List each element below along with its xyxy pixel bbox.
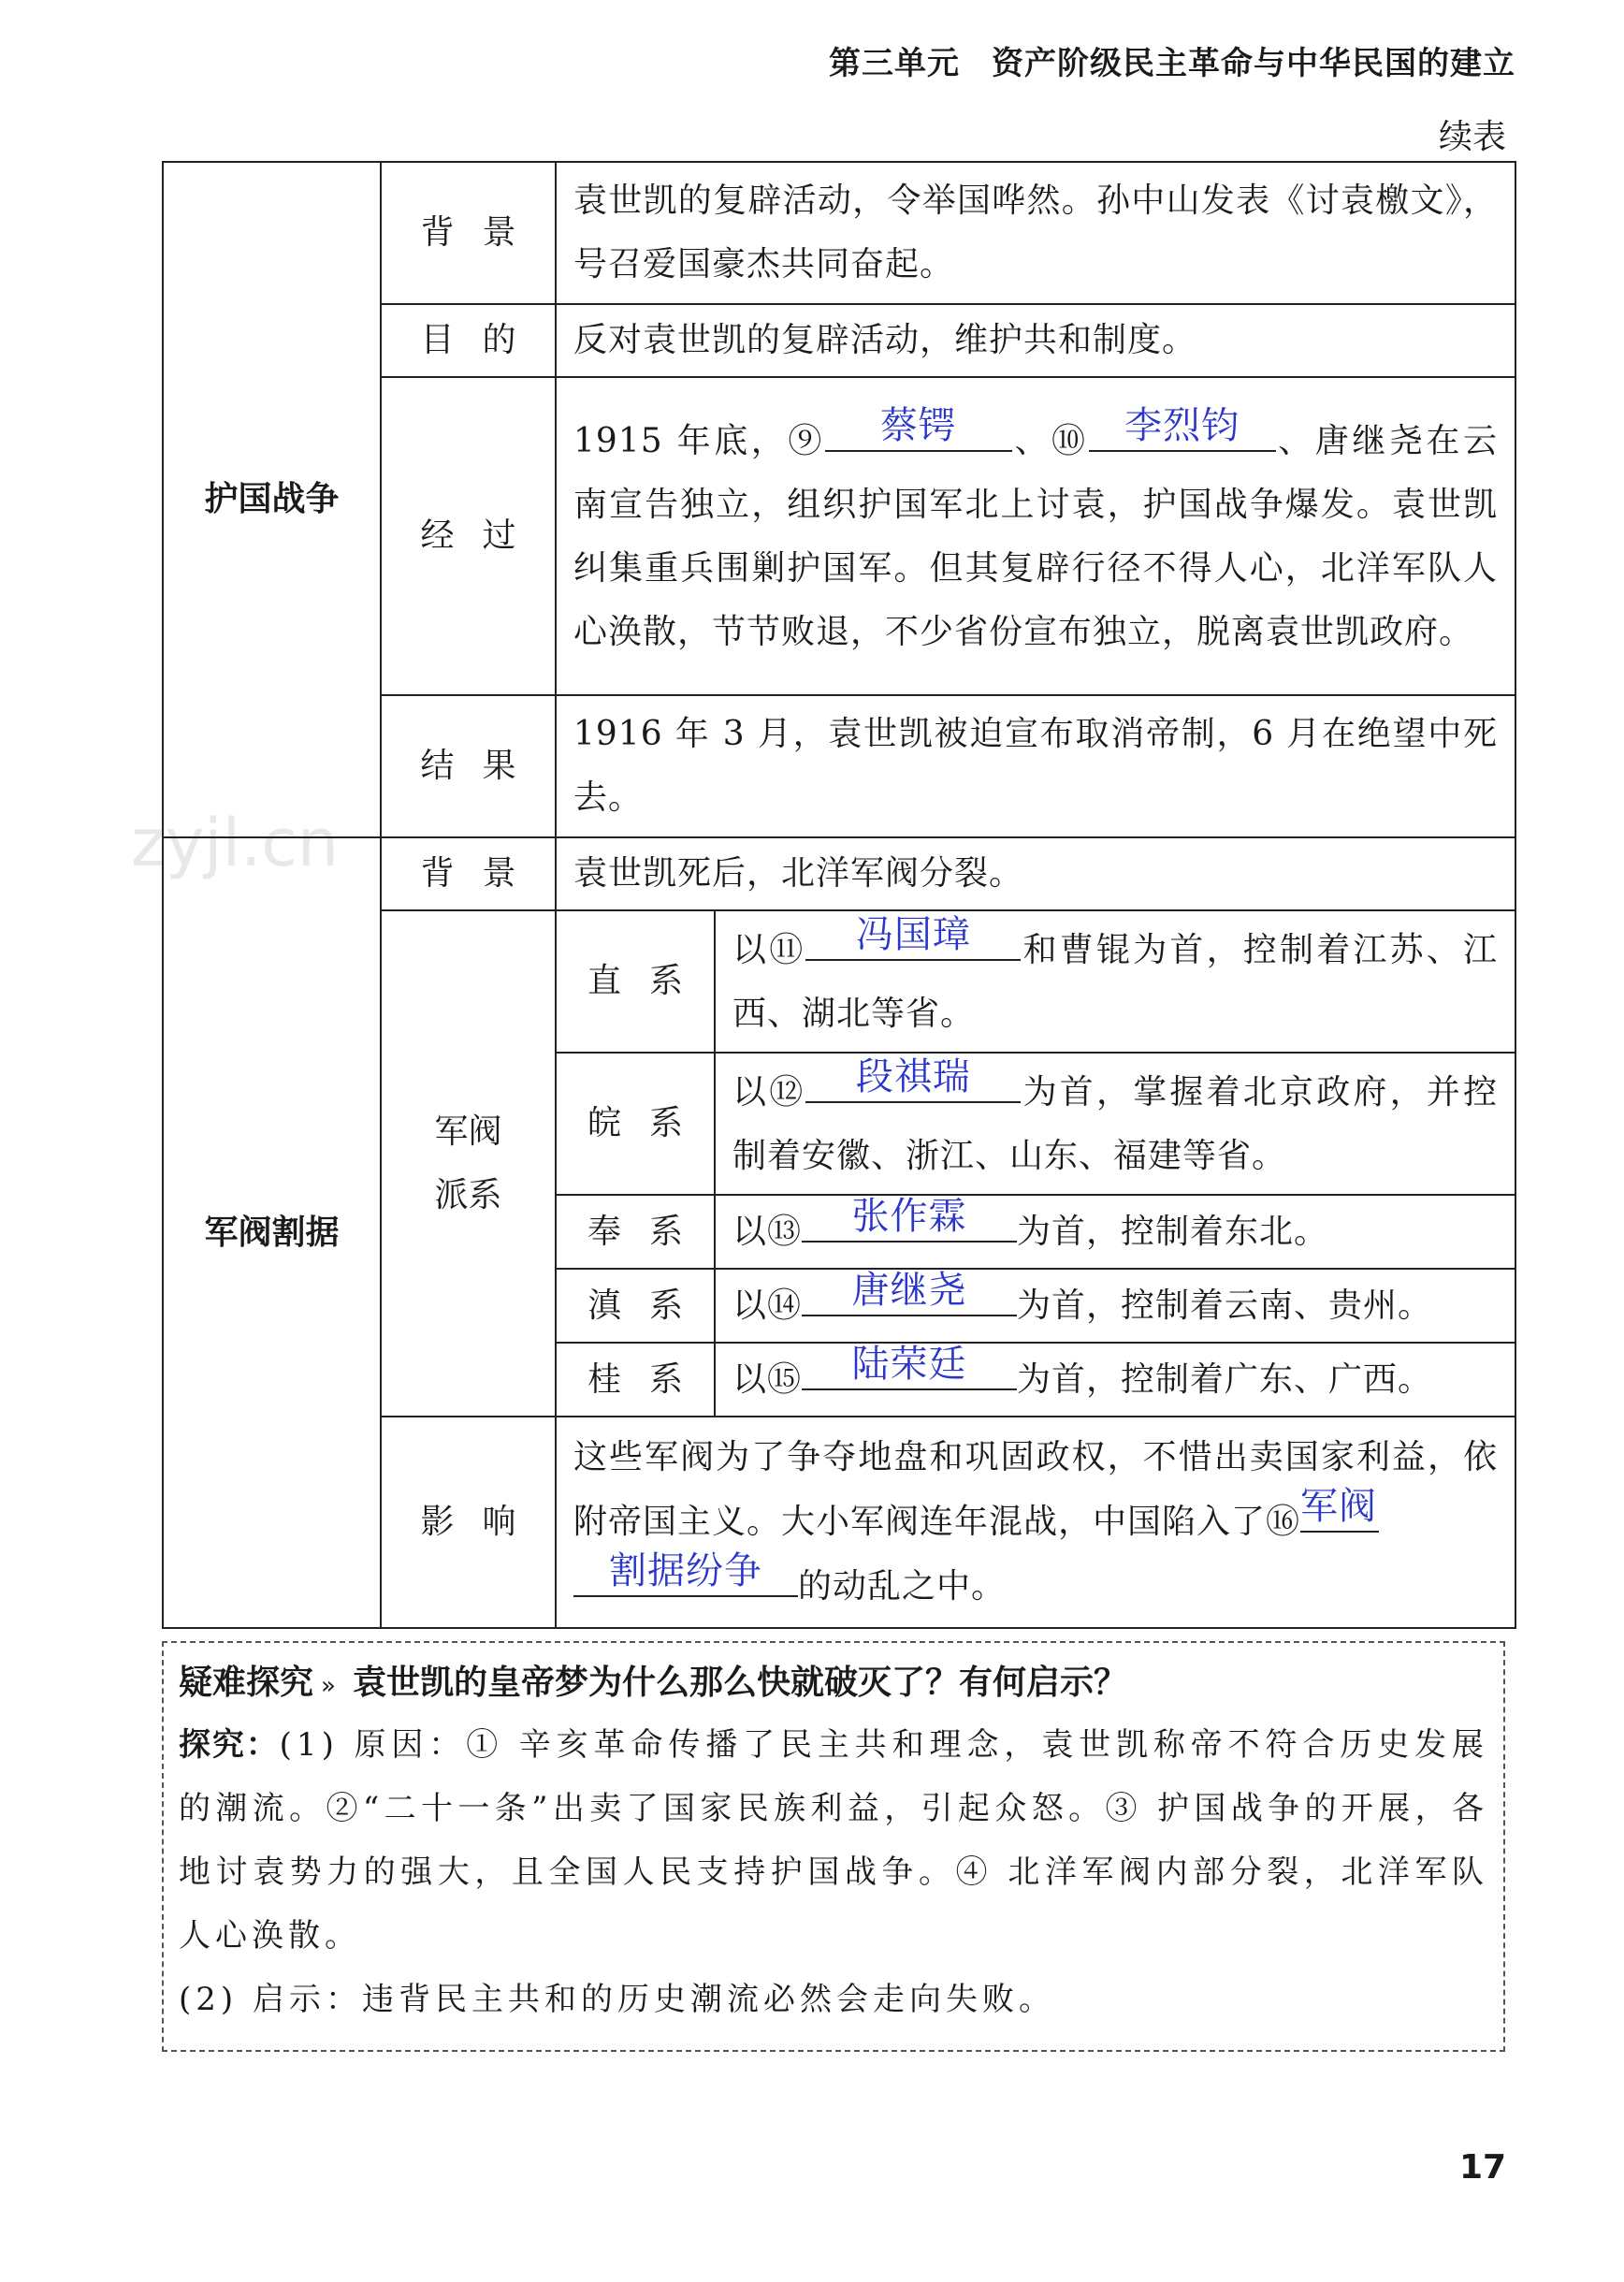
row-label-process: 经过 [381, 377, 556, 695]
blank-9[interactable] [825, 403, 1012, 452]
huguo-result-text: 1916 年 3 月，袁世凯被迫宣布取消帝制，6 月在绝望中死去。 [556, 695, 1515, 837]
huguo-purpose-text: 反对袁世凯的复辟活动，维护共和制度。 [556, 304, 1515, 377]
row-label-result: 结果 [381, 695, 556, 837]
blank-14[interactable] [802, 1269, 1017, 1316]
row-label-background: 背景 [381, 162, 556, 304]
watermark: zyjl.cn [131, 805, 340, 881]
huguo-background-text: 袁世凯的复辟活动，令举国哗然。孙中山发表《讨袁檄文》，号召爱国豪杰共同奋起。 [556, 162, 1515, 304]
handwritten-answer: 唐继尧 [851, 1269, 967, 1312]
faction-name: 桂系 [556, 1343, 715, 1417]
row-label-purpose: 目的 [381, 304, 556, 377]
unit-label: 第三单元 [829, 45, 960, 82]
blank-16-part2[interactable] [573, 1549, 798, 1597]
faction-text: 以⑪ 冯国璋 和曹锟为首，控制着江苏、江西、湖北等省。 [715, 910, 1515, 1053]
table-row [163, 837, 1515, 910]
faction-name: 滇系 [556, 1269, 715, 1343]
handwritten-answer: 张作霖 [851, 1195, 967, 1238]
handwritten-answer: 李烈钧 [1124, 403, 1240, 447]
handwritten-answer: 陆荣廷 [851, 1343, 967, 1386]
faction-text: 以⑫ 段祺瑞 为首，掌握着北京政府，并控制着安徽、浙江、山东、福建等省。 [715, 1053, 1515, 1195]
blank-15[interactable] [802, 1343, 1017, 1390]
factions-label: 军阀派系 [381, 910, 556, 1417]
explore-title [179, 1656, 1488, 1713]
explore-box [162, 1641, 1505, 2052]
explore-answer-part2: (2) 启示：违背民主共和的历史潮流必然会走向失败。 [179, 1981, 1055, 2018]
huguo-process-text: 1915 年底，⑨ 蔡锷 、⑩ 李烈钧 、唐继尧在云南宣告独立，组织护国军北上讨袁，护国战争爆发。袁世凯纠集重兵围剿护国军。但其复辟行径不得人心，北洋军队人心涣散，节节败退，不少省份宣布独立，脱离袁世凯政府。 [556, 377, 1515, 695]
faction-text: 以⑭ 唐继尧 为首，控制着云南、贵州。 [715, 1269, 1515, 1343]
row-label-background: 背景 [381, 837, 556, 910]
row-label-impact: 影响 [381, 1417, 556, 1628]
warlord-background-text: 袁世凯死后，北洋军阀分裂。 [556, 837, 1515, 910]
blank-10[interactable] [1089, 403, 1276, 452]
faction-text: 以⑮ 陆荣廷 为首，控制着广东、广西。 [715, 1343, 1515, 1417]
table-row [163, 162, 1515, 304]
faction-name: 奉系 [556, 1195, 715, 1269]
handwritten-answer: 军阀 [1300, 1485, 1378, 1528]
warlord-impact-text: 这些军阀为了争夺地盘和巩固政权，不惜出卖国家利益，依附帝国主义。大小军阀连年混战，中国陷入了⑯ 军阀 割据纷争 的动乱之中。 [556, 1417, 1515, 1628]
faction-name: 直系 [556, 910, 715, 1053]
continued-label: 续表 [1438, 118, 1506, 156]
handwritten-answer: 段祺瑞 [855, 1054, 971, 1098]
handwritten-answer: 蔡锷 [879, 403, 957, 447]
topic-warlord: 军阀割据 [163, 837, 381, 1628]
page-header [0, 37, 1515, 83]
handwritten-answer: 割据纷争 [609, 1549, 762, 1592]
history-table [162, 161, 1516, 1629]
faction-name: 皖系 [556, 1053, 715, 1195]
blank-16-part1[interactable] [1300, 1485, 1379, 1533]
faction-text: 以⑬ 张作霖 为首，控制着东北。 [715, 1195, 1515, 1269]
explore-lead: 探究： [179, 1726, 280, 1764]
topic-huguo: 护国战争 [163, 162, 381, 837]
blank-13[interactable] [802, 1195, 1017, 1243]
blank-11[interactable] [805, 912, 1021, 961]
explore-answer-part1: 探究：(1) 原因：① 辛亥革命传播了民主共和理念，袁世凯称帝不符合历史发展的潮流。②“二十一条”出卖了国家民族利益，引起众怒。③ 护国战争的开展，各地讨袁势力的强大，且全国人民支持护国战争。④ 北洋军阀内部分裂，北洋军队人心涣散。 [179, 1726, 1488, 1955]
unit-title: 资产阶级民主革命与中华民国的建立 [992, 45, 1515, 82]
double-chevron-icon: » [321, 1672, 336, 1700]
page-number: 17 [1459, 2148, 1507, 2187]
explore-question: 袁世凯的皇帝梦为什么那么快就破灭了？有何启示？ [352, 1664, 1127, 1702]
handwritten-answer: 冯国璋 [855, 912, 971, 956]
blank-12[interactable] [805, 1054, 1021, 1103]
explore-heading: 疑难探究 [179, 1664, 314, 1702]
